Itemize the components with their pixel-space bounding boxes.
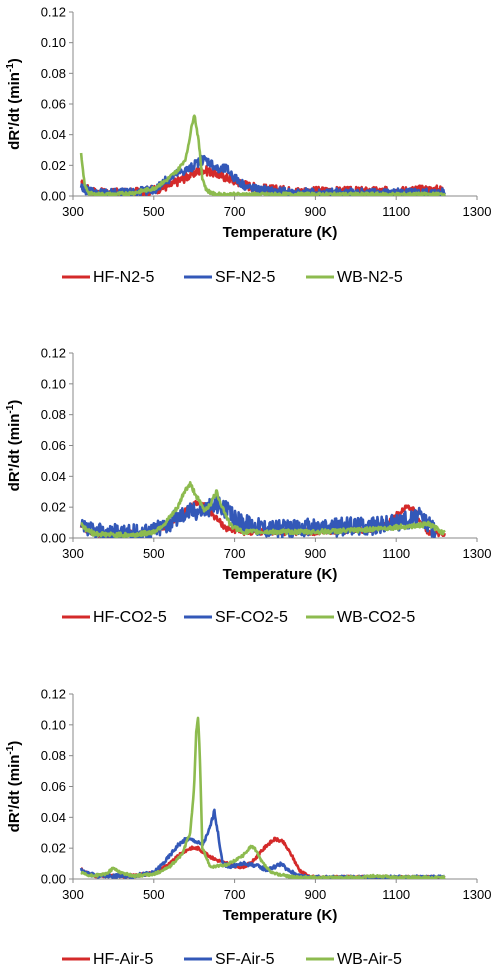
- legend-label: HF-N2-5: [93, 269, 155, 286]
- y-axis-label: [5, 741, 23, 833]
- y-axis-label-end: ): [6, 58, 23, 64]
- x-tick-label: 700: [223, 887, 246, 902]
- y-tick-label: 0.12: [40, 4, 66, 20]
- y-axis-label: [5, 400, 23, 492]
- x-tick-label: 700: [223, 546, 246, 561]
- y-tick-label: 0.06: [40, 96, 66, 112]
- y-tick-label: 0.04: [40, 127, 66, 143]
- x-tick-label: 900: [304, 546, 327, 561]
- chart-panel-3: [5, 687, 491, 969]
- y-axis-label-main: dR'/dt (min: [6, 72, 23, 150]
- series-line-WB-Air-5: [81, 718, 445, 879]
- y-axis-label-main: dR'/dt (min: [6, 754, 23, 833]
- y-tick-label: 0.00: [40, 530, 66, 546]
- y-axis-label-sup: -1: [5, 404, 16, 414]
- y-tick-label: 0.06: [40, 779, 66, 794]
- y-tick-label: 0.04: [40, 468, 66, 484]
- y-tick-label: 0.02: [40, 157, 66, 173]
- x-tick-label: 500: [142, 887, 165, 902]
- y-tick-label: 0.04: [40, 809, 66, 825]
- legend-label: WB-N2-5: [337, 269, 403, 286]
- y-tick-label: 0.08: [40, 407, 66, 423]
- y-axis-label-end: ): [6, 740, 23, 746]
- y-axis-label-main: dR'/dt (min: [6, 413, 23, 492]
- legend-label: HF-Air-5: [93, 951, 154, 968]
- x-tick-label: 300: [62, 887, 84, 902]
- legend-label: WB-CO2-5: [337, 609, 416, 626]
- legend-label: WB-Air-5: [337, 951, 402, 968]
- x-tick-label: 1100: [382, 204, 411, 219]
- y-tick-label: 0.12: [40, 686, 66, 702]
- x-axis-label: Temperature (K): [222, 566, 338, 583]
- x-tick-label: 1100: [382, 546, 411, 561]
- legend-label: SF-N2-5: [215, 269, 276, 286]
- chart-panel-2: [5, 346, 491, 627]
- y-tick-label: 0.12: [40, 345, 66, 361]
- y-tick-label: 0.08: [40, 748, 66, 764]
- legend-label: HF-CO2-5: [93, 609, 167, 626]
- x-tick-label: 1100: [382, 887, 411, 902]
- x-tick-label: 500: [142, 204, 165, 219]
- y-axis-label-sup: -1: [5, 63, 16, 73]
- y-tick-label: 0.02: [40, 499, 66, 515]
- x-tick-label: 1300: [462, 887, 492, 902]
- legend-label: SF-Air-5: [215, 951, 275, 968]
- chart-panel-1: [5, 5, 491, 287]
- x-axis-label: Temperature (K): [222, 224, 338, 241]
- x-axis-label: Temperature (K): [222, 907, 338, 924]
- y-tick-label: 0.02: [40, 840, 66, 856]
- x-tick-label: 500: [142, 546, 165, 561]
- x-tick-label: 700: [223, 204, 246, 219]
- y-tick-label: 0.00: [40, 871, 66, 887]
- y-tick-label: 0.08: [40, 65, 66, 81]
- y-tick-label: 0.06: [40, 438, 66, 453]
- x-tick-label: 1300: [462, 546, 492, 561]
- x-tick-label: 300: [62, 204, 84, 219]
- y-axis-label: [5, 58, 23, 150]
- y-tick-label: 0.10: [40, 35, 66, 51]
- y-axis-label-end: ): [6, 399, 23, 405]
- x-tick-label: 1300: [462, 204, 492, 219]
- y-tick-label: 0.10: [40, 717, 66, 733]
- x-tick-label: 300: [62, 546, 84, 561]
- y-tick-label: 0.00: [40, 188, 66, 204]
- y-tick-label: 0.10: [40, 376, 66, 392]
- x-tick-label: 900: [304, 887, 327, 902]
- legend-label: SF-CO2-5: [215, 609, 288, 626]
- series-line-WB-N2-5: [81, 116, 445, 196]
- series-line-SF-Air-5: [81, 810, 445, 879]
- y-axis-label-sup: -1: [5, 745, 16, 755]
- series-line-HF-Air-5: [81, 838, 445, 879]
- x-tick-label: 900: [304, 204, 327, 219]
